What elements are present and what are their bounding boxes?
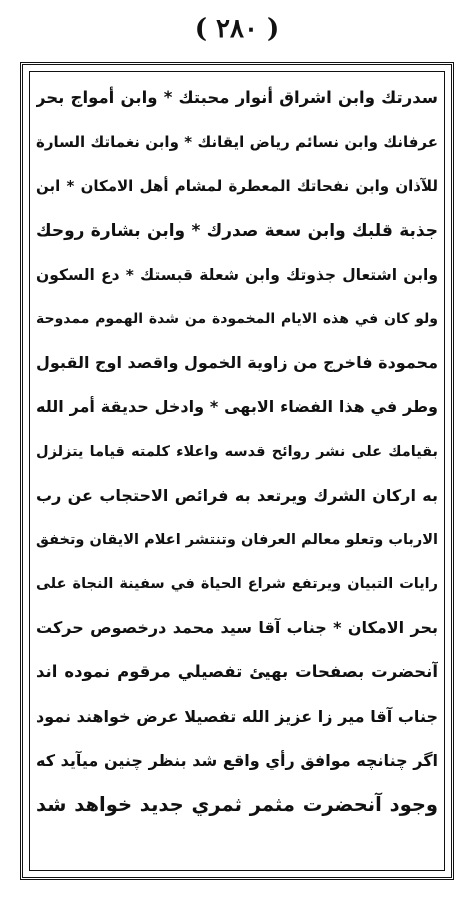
text-line: وجود آنحضرت مثمر ثمري جديد خواهد شد	[36, 793, 438, 816]
text-line: ولو كان في هذه الايام المخمودة من شدة الهموم ممدوحة	[36, 310, 438, 327]
text-line: آنحضرت بصفحات بهيئ تفصيلي مرقوم نموده اند	[36, 662, 438, 682]
text-line: محمودة فاخرج من زاوية الخمول واقصد اوج القبول	[36, 353, 438, 373]
text-line: عرفانك وابن نسائم رياض ايقانك * وابن نغماتك السارة	[36, 133, 438, 152]
text-line: وطر في هذا الفضاء الابهى * وادخل حديقة أمر الله	[36, 397, 438, 417]
text-line: الارباب وتعلو معالم العرفان وتنتشر اعلام الايقان وتخفق	[36, 531, 438, 548]
text-line: بحر الامكان * جناب آقا سيد محمد درخصوص حركت	[36, 618, 438, 638]
text-line: للآذان وابن نفحاتك المعطرة لمشام أهل الامكان * ابن	[36, 177, 438, 196]
text-block	[36, 76, 438, 827]
text-line: سدرتك وابن اشراق أنوار محبتك * وابن أمواج بحر	[36, 88, 438, 107]
text-line: رايات التبيان ويرتفع شراع الحياة في سفينة النجاة على	[36, 576, 438, 593]
text-line: بقيامك على نشر روائح قدسه واعلاء كلمته قياما يتزلزل	[36, 443, 438, 460]
text-line: جذبة قلبك وابن سعة صدرك * وابن بشارة روحك	[36, 220, 438, 241]
text-line: اگر چنانچه موافق رأي واقع شد بنظر چنين ميآيد كه	[36, 750, 438, 770]
text-line: جناب آقا مير زا عزيز الله تفصيلا عرض خواهند نمود	[36, 706, 438, 726]
text-line: وابن اشتعال جذوتك وابن شعلة قبستك * دع السكون	[36, 265, 438, 284]
text-line: به اركان الشرك ويرتعد به فرائص الاحتجاب عن رب	[36, 485, 438, 505]
page-number: ( ٢٨٠ )	[194, 14, 280, 44]
